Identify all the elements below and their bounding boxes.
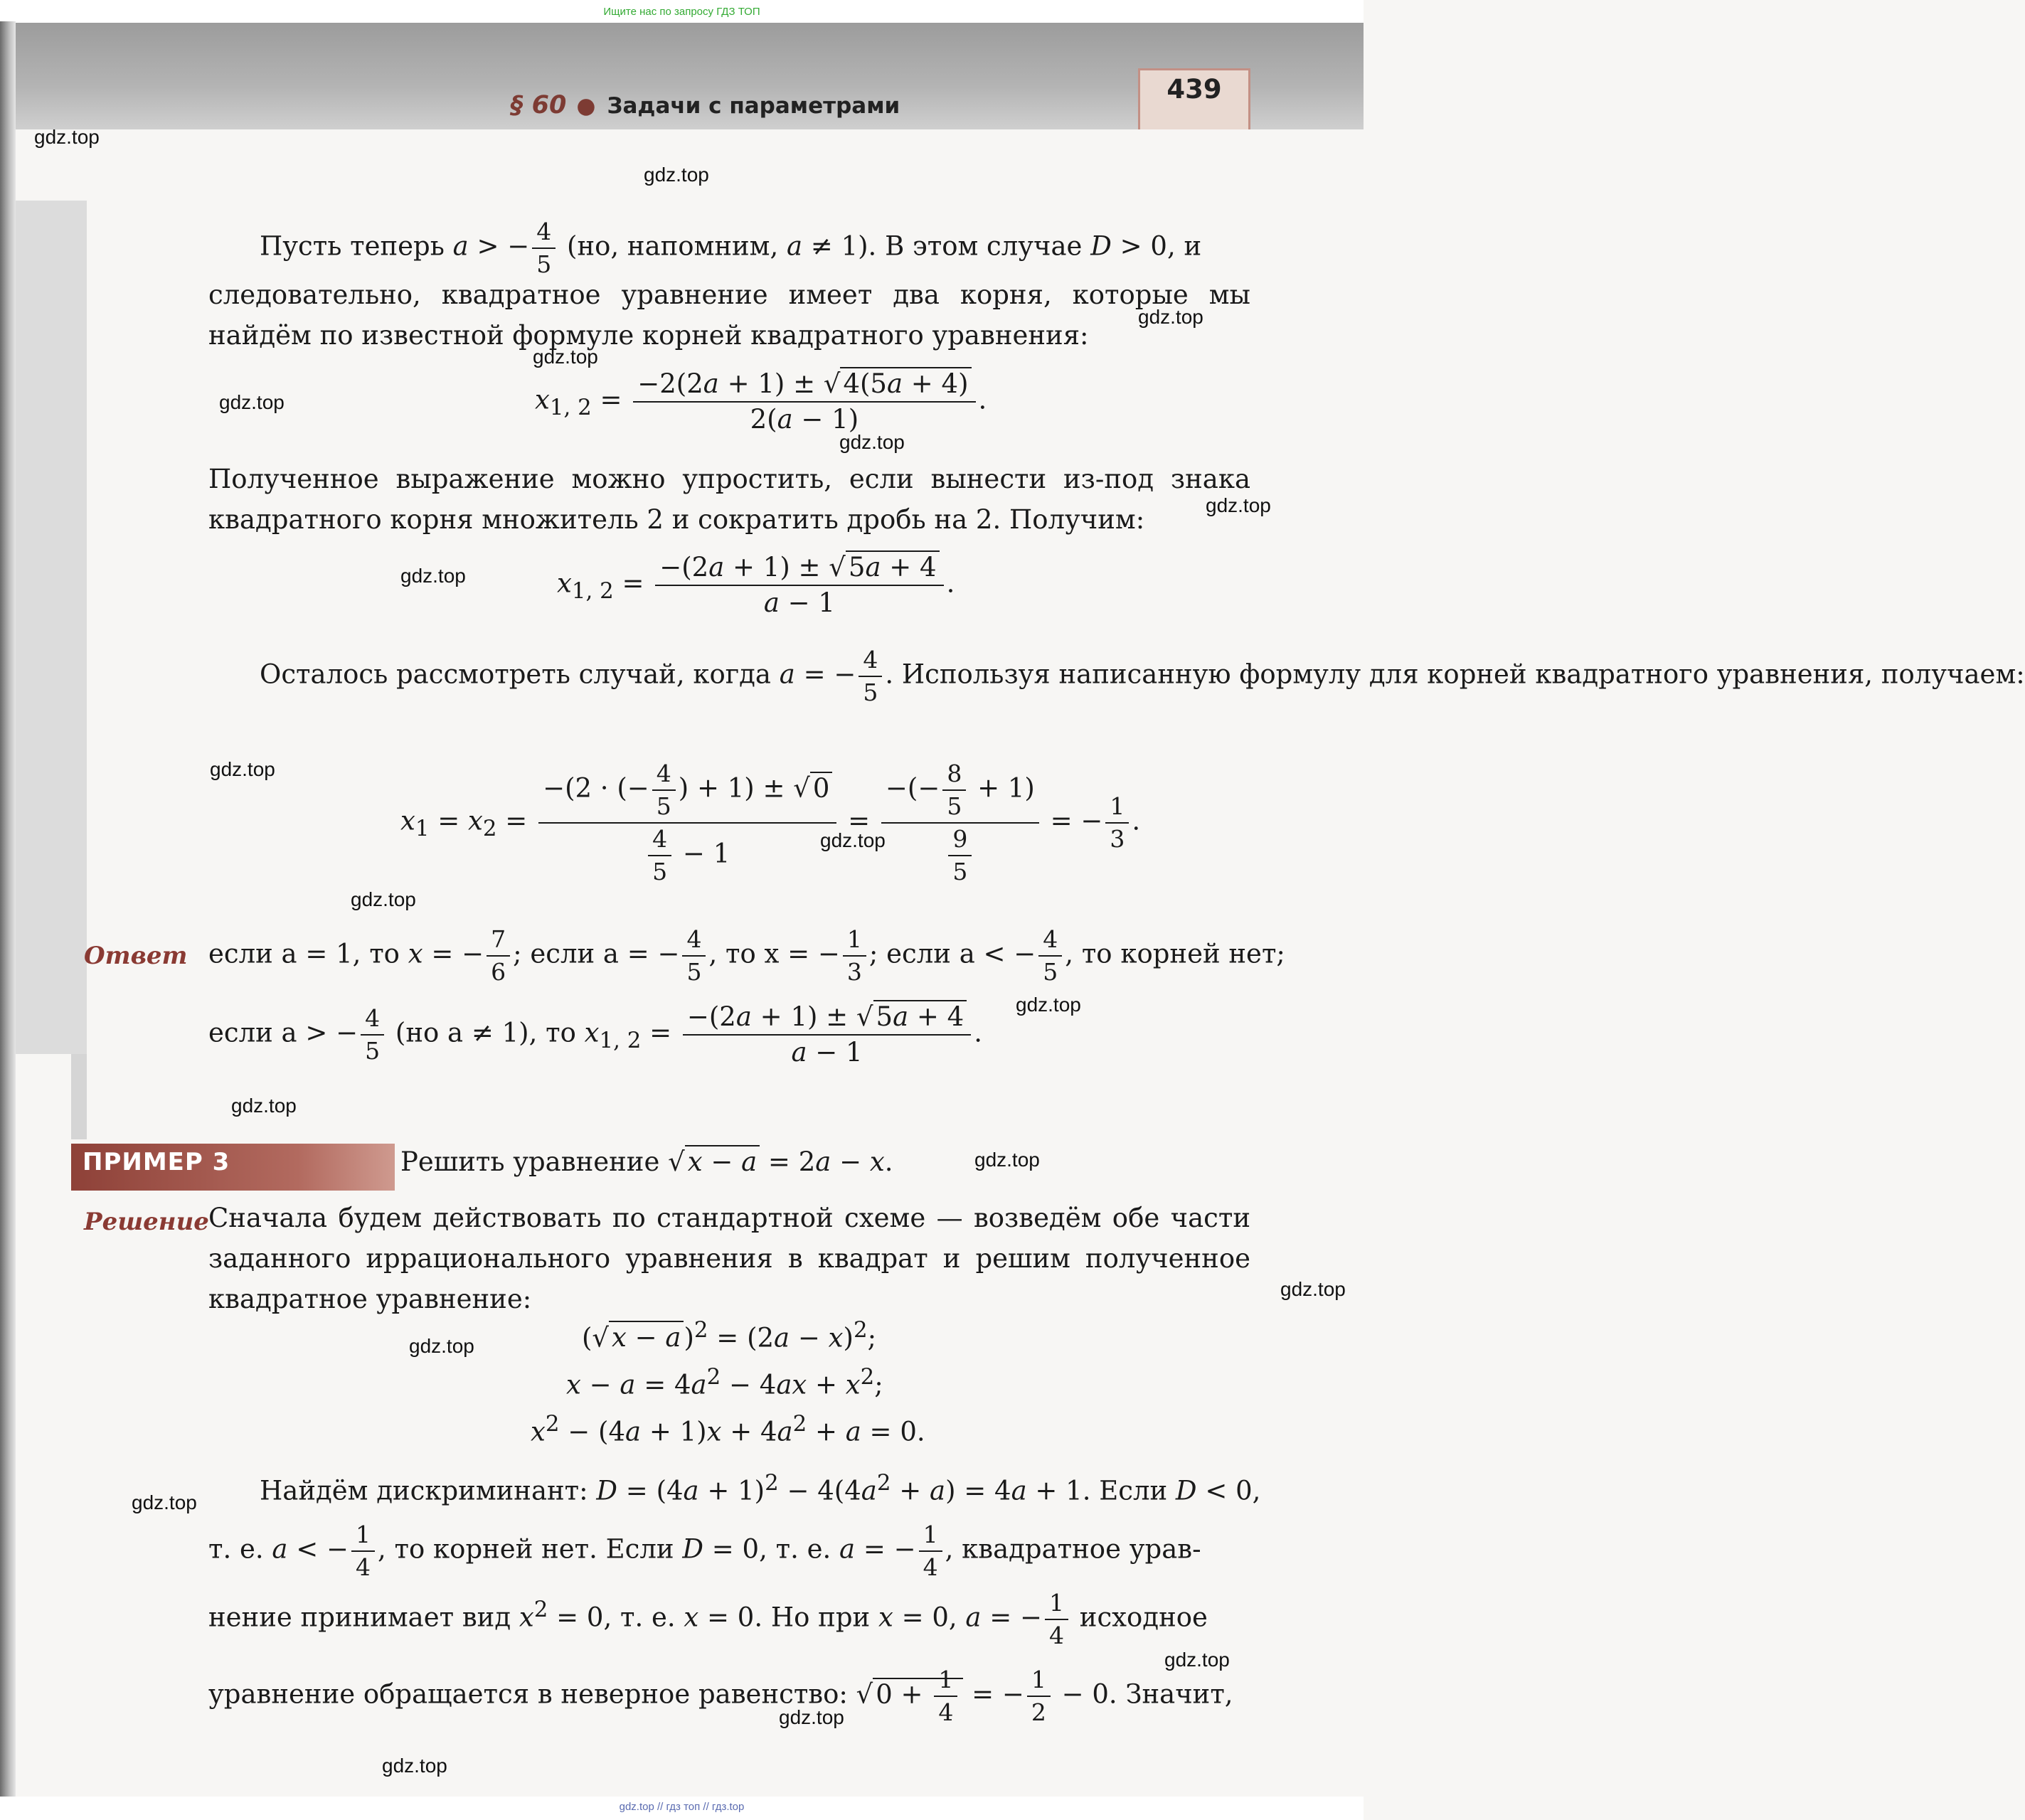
watermark: gdz.top <box>382 1755 447 1777</box>
watermark: gdz.top <box>219 391 285 413</box>
top-banner-text: Ищите нас по запросу ГДЗ ТОП <box>603 6 760 18</box>
example-heading: ПРИМЕР 3 <box>83 1148 230 1176</box>
paragraph-1-rest: следовательно, квадратное уравнение имеет два корня, которые мы найдём по известной формуле корней квадратного уравнения: <box>208 280 1250 351</box>
fraction: $\frac{4}{5}$ <box>1038 927 1062 985</box>
bottom-banner-text: gdz.top // гдз топ // гдз.top <box>619 1801 745 1813</box>
text: (но, напомним, <box>567 230 779 262</box>
fraction: $\frac{1}{3}$ <box>1105 794 1129 852</box>
fraction: −(2 · (− $\frac{4}{5}$ ) + 1) ± √ 0 $\frac{4}{5}$ − 1 <box>538 761 836 885</box>
fraction: $\frac{7}{6}$ <box>487 927 510 985</box>
text: , то корней нет. Если <box>378 1533 674 1565</box>
text: если a > <box>208 1017 328 1048</box>
watermark: gdz.top <box>34 126 100 148</box>
fraction: $\frac{4}{5}$ <box>532 219 556 277</box>
margin-bar-lower <box>71 1054 87 1139</box>
text: , то корней нет; <box>1065 938 1285 969</box>
watermark: gdz.top <box>231 1095 297 1117</box>
watermark: gdz.top <box>1280 1278 1346 1300</box>
section-heading <box>511 91 900 119</box>
text: . Используя написанную формулу для корней квадратного уравнения, получаем: <box>885 659 2025 690</box>
margin-bar <box>16 201 87 1054</box>
text: , т. е. <box>603 1602 676 1633</box>
fraction: $\frac{1}{4}$ <box>919 1522 942 1580</box>
text: если a = 1, то <box>208 938 400 969</box>
solution-label: Решение <box>84 1208 209 1236</box>
solution-paragraph: Сначала будем действовать по стандартной схеме — возведём обе части заданного иррационального уравнения в квадрат и решим полученное квадратное уравнение: <box>208 1203 1250 1314</box>
watermark: gdz.top <box>132 1491 197 1513</box>
watermark: gdz.top <box>974 1149 1040 1171</box>
section-number: § 60 <box>511 91 567 119</box>
fraction: $\frac{-(2a + 1) \pm √ 5a + 4}{a - 1}$ <box>655 553 943 617</box>
fraction: $\frac{1}{4}$ <box>351 1522 375 1580</box>
watermark: gdz.top <box>839 431 905 453</box>
paragraph-3-line-1: Осталось рассмотреть случай, когда a = − $\frac{4}{5}$ . Используя написанную формулу для корней квадратного уравнения, получаем: <box>260 646 2025 706</box>
fraction: $\frac{-2(2a + 1) \pm √ 4(5a + 4)}{2(a - 1)}$ <box>633 370 975 434</box>
discriminant-line-1: Найдём дискриминант: $D = (4a + 1)^2 - 4(4a^2 + a) = 4a + 1$. Если D < 0, <box>260 1470 1261 1506</box>
discriminant-line-4: уравнение обращается в неверное равенство: √ 0 + $\frac{1}{4}$ = − $\frac{1}{2}$ − 0. Значит, <box>208 1666 1233 1726</box>
discriminant-line-3: нение принимает вид $x^2 = 0$, т. е. x = 0. Но при x = 0, a = − $\frac{1}{4}$ исходное <box>208 1589 1208 1649</box>
text: , т. е. <box>759 1533 831 1565</box>
watermark: gdz.top <box>1016 994 1081 1016</box>
text: Решить уравнение <box>400 1146 660 1177</box>
watermark: gdz.top <box>533 346 598 368</box>
watermark: gdz.top <box>1138 306 1203 328</box>
fraction: $\frac{-(2a + 1) \pm √ 5a + 4}{a - 1}$ <box>683 1003 971 1067</box>
watermark: gdz.top <box>1206 494 1271 516</box>
bullet-icon: ● <box>576 93 596 119</box>
fraction: $\frac{4}{5}$ <box>859 647 882 706</box>
bottom-banner <box>0 1797 1364 1820</box>
text: , квадратное урав- <box>945 1533 1201 1565</box>
equation-step-1: (√ x − a )$^2 = (2a - x)^2$; <box>582 1317 877 1353</box>
equation-step-3: $x^2 - (4a + 1)x + 4a^2 + a = 0$. <box>531 1411 925 1447</box>
fraction: $\frac{1}{4}$ <box>1045 1590 1068 1649</box>
answer-line-1: если a = 1, то x = − $\frac{7}{6}$ ; если a = − $\frac{4}{5}$ , то x = − $\frac{1}{3}$ ; если a < − $\frac{4}{5}$ , то корней нет; <box>208 925 1285 986</box>
fraction: $\frac{1}{2}$ <box>1027 1667 1051 1725</box>
text: нение принимает вид <box>208 1602 511 1633</box>
text: Осталось рассмотреть случай, когда <box>260 659 771 690</box>
text: (но a ≠ 1), то <box>395 1017 576 1048</box>
watermark: gdz.top <box>351 888 416 910</box>
book-spine <box>0 21 16 1820</box>
text: . Но при <box>754 1602 871 1633</box>
watermark: gdz.top <box>644 164 709 186</box>
example-task: Решить уравнение √ x − a = 2a − x. <box>400 1146 893 1177</box>
fraction: $\frac{4}{5}$ <box>361 1006 384 1064</box>
text: . Значит, <box>1108 1678 1233 1710</box>
answer-line-2: если a > − $\frac{4}{5}$ (но a ≠ 1), то $x_{1, 2}$ = $\frac{-(2a + 1) \pm √ 5a + 4}{a - 1}$ . <box>208 1001 982 1068</box>
answer-label: Ответ <box>84 942 188 970</box>
discriminant-line-2: т. е. a < − $\frac{1}{4}$ , то корней нет. Если D = 0, т. е. a = − $\frac{1}{4}$ , квадратное урав- <box>208 1521 1201 1581</box>
text: , то x = <box>708 938 810 969</box>
text: ; если a = <box>513 938 649 969</box>
watermark: gdz.top <box>210 758 275 780</box>
formula-x12-simplified: $x_{1, 2}$ = $\frac{-(2a + 1) \pm √ 5a + 4}{a - 1}$ . <box>557 552 955 618</box>
top-banner <box>0 0 1364 23</box>
equation-step-2: $x - a = 4a^2 - 4ax + x^2$; <box>566 1364 883 1400</box>
fraction: $\frac{4}{5}$ <box>682 927 706 985</box>
text: т. е. <box>208 1533 264 1565</box>
watermark: gdz.top <box>1164 1649 1230 1671</box>
formula-x12-full: $x_{1, 2}$ = $\frac{-2(2a + 1) \pm √ 4(5a + 4)}{2(a - 1)}$ . <box>535 368 987 435</box>
fraction: $\frac{1}{3}$ <box>843 927 866 985</box>
watermark: gdz.top <box>779 1706 844 1728</box>
watermark: gdz.top <box>409 1335 474 1357</box>
page-number: 439 <box>1166 74 1222 105</box>
paragraph-1-line-1: Пусть теперь a > − $\frac{4}{5}$ (но, напомним, a ≠ 1). В этом случае D > 0, и <box>260 218 1202 278</box>
section-title: Задачи с параметрами <box>607 93 900 119</box>
text: уравнение обращается в неверное равенство: <box>208 1678 848 1710</box>
watermark: gdz.top <box>400 565 466 587</box>
paragraph-2: Полученное выражение можно упростить, если вынести из-под знака квадратного корня множитель 2 и сократить дробь на 2. Получим: <box>208 464 1250 535</box>
text: . Если <box>1082 1475 1168 1506</box>
watermark: gdz.top <box>820 829 886 851</box>
formula-x1-equals-x2: $x_1 = x_2$ = −(2 · (− $\frac{4}{5}$ ) + 1) ± √ 0 $\frac{4}{5}$ − 1 = −(− $\frac{8}{5}$ + 1) $\frac{9}{5}$ = − $\frac{1}{3}$ . <box>400 760 1141 885</box>
text: ). В этом случае <box>858 230 1083 262</box>
text: Найдём дискриминант: <box>260 1475 588 1506</box>
text: исходное <box>1079 1602 1208 1633</box>
text: ; если a < <box>868 938 1006 969</box>
text: Пусть теперь <box>260 230 445 262</box>
fraction: −(− $\frac{8}{5}$ + 1) $\frac{9}{5}$ <box>881 761 1039 885</box>
